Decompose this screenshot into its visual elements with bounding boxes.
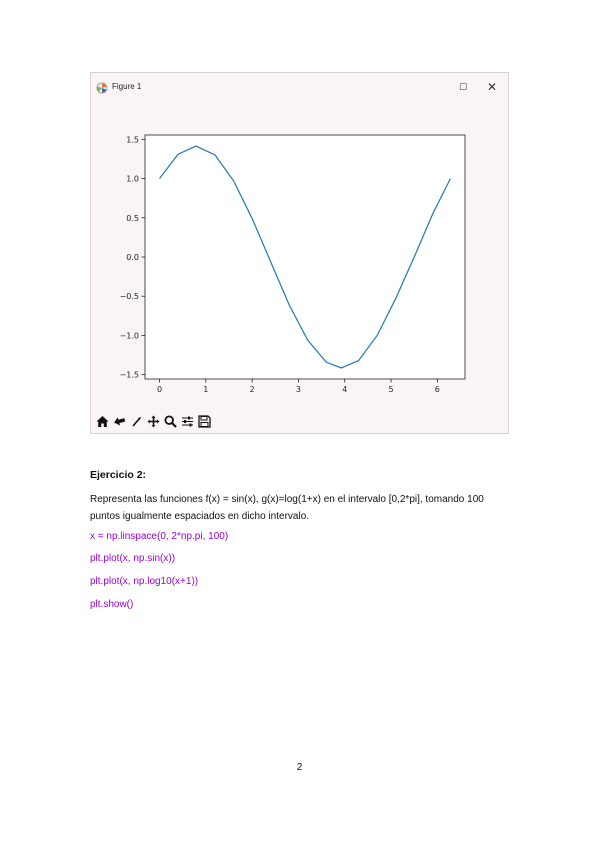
pan-icon[interactable]	[146, 412, 161, 430]
x-tick-label: 2	[249, 385, 255, 394]
plot-axes-frame	[145, 135, 465, 379]
x-tick-label: 1	[203, 385, 209, 394]
y-tick-label: −1.0	[119, 331, 139, 341]
navigation-toolbar	[91, 409, 508, 433]
code-line: x = np.linspace(0, 2*np.pi, 100)	[90, 531, 229, 542]
y-tick-label: 1.0	[126, 174, 139, 184]
back-arrow-icon[interactable]	[112, 412, 127, 430]
plot-canvas[interactable]	[91, 101, 508, 408]
line-chart	[91, 101, 508, 408]
exercise-heading: Ejercicio 2:	[90, 469, 147, 481]
y-tick-label: 1.5	[126, 135, 139, 145]
exercise-description: Representa las funciones f(x) = sin(x), g(x)=log(1+x) en el intervalo [0,2*pi], tomando 100 puntos igualmente espaciados en dicho intervalo.	[90, 494, 484, 522]
window-titlebar	[91, 73, 508, 101]
maximize-button[interactable]: ☐	[458, 82, 468, 92]
page-number: 2	[296, 762, 303, 773]
configure-subplots-icon[interactable]	[180, 412, 195, 430]
matplotlib-app-icon	[96, 81, 108, 93]
code-line: plt.show()	[90, 599, 134, 610]
home-icon[interactable]	[95, 412, 110, 430]
x-tick-label: 5	[388, 385, 394, 394]
y-tick-label: −0.5	[119, 292, 139, 302]
y-tick-label: 0.0	[126, 253, 139, 262]
y-tick-label: 0.5	[126, 213, 139, 223]
save-icon[interactable]	[197, 412, 212, 430]
x-tick-label: 0	[156, 385, 163, 394]
y-tick-label: −1.5	[119, 370, 139, 380]
forward-arrow-icon[interactable]	[129, 412, 144, 430]
figure-window	[90, 72, 509, 434]
close-button[interactable]: ✕	[486, 80, 498, 94]
window-title: Figure 1	[112, 82, 142, 91]
x-tick-label: 4	[342, 385, 348, 394]
zoom-icon[interactable]	[163, 412, 178, 430]
code-line: plt.plot(x, np.sin(x))	[90, 553, 176, 564]
code-line: plt.plot(x, np.log10(x+1))	[90, 576, 199, 587]
x-tick-label: 6	[434, 385, 440, 394]
x-tick-label: 3	[295, 385, 301, 394]
